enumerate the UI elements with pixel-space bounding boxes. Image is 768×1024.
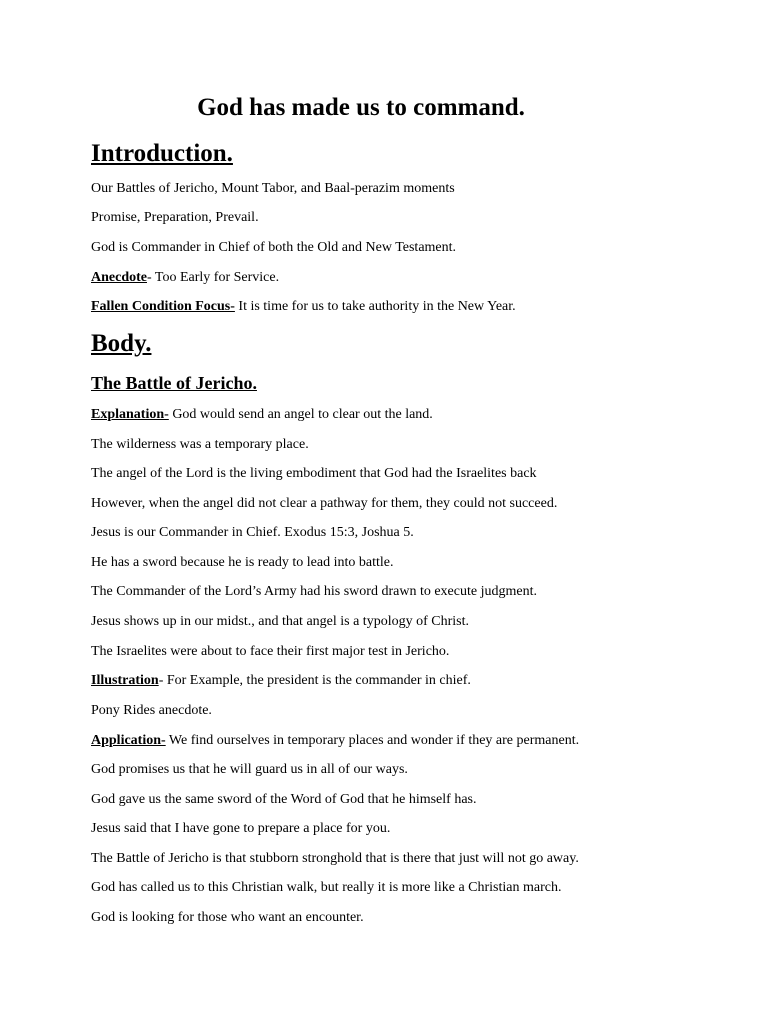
illustration-label: Illustration xyxy=(91,673,159,688)
explanation-label: Explanation- xyxy=(91,407,169,422)
anecdote-line xyxy=(91,270,279,286)
explanation-line-5: He has a sword because he is ready to lead into battle. xyxy=(91,555,394,570)
explanation-line-7: Jesus shows up in our midst., and that angel is a typology of Christ. xyxy=(91,614,469,629)
battle-of-jericho-heading: The Battle of Jericho. xyxy=(91,373,257,393)
application-line-6: God is looking for those who want an encounter. xyxy=(91,910,364,925)
explanation-line-2: The angel of the Lord is the living embodiment that God had the Israelites back xyxy=(91,466,537,481)
illustration-line-1: Pony Rides anecdote. xyxy=(91,703,212,718)
document-title: God has made us to command. xyxy=(197,94,525,121)
explanation-line-4: Jesus is our Commander in Chief. Exodus 15:3, Joshua 5. xyxy=(91,525,414,540)
explanation-line-8: The Israelites were about to face their first major test in Jericho. xyxy=(91,644,450,659)
application-line-1: God promises us that he will guard us in all of our ways. xyxy=(91,762,408,777)
application-line-5: God has called us to this Christian walk, but really it is more like a Christian march. xyxy=(91,880,562,895)
explanation-line-6: The Commander of the Lord’s Army had his sword drawn to execute judgment. xyxy=(91,584,537,599)
introduction-heading: Introduction. xyxy=(91,140,233,167)
anecdote-text: - Too Early for Service. xyxy=(147,270,280,285)
application-line-2: God gave us the same sword of the Word of God that he himself has. xyxy=(91,792,477,807)
explanation-line-1: The wilderness was a temporary place. xyxy=(91,437,309,452)
application-line xyxy=(91,733,579,749)
illustration-text: - For Example, the president is the commander in chief. xyxy=(158,673,471,688)
application-label: Application- xyxy=(91,733,166,748)
intro-line-2: Promise, Preparation, Prevail. xyxy=(91,210,259,225)
intro-line-3: God is Commander in Chief of both the Old and New Testament. xyxy=(91,240,457,255)
application-line-4: The Battle of Jericho is that stubborn stronghold that is there that just will not go away. xyxy=(91,851,579,866)
anecdote-label: Anecdote xyxy=(91,270,147,285)
fallen-condition-label: Fallen Condition Focus- xyxy=(91,299,235,314)
explanation-text: God would send an angel to clear out the land. xyxy=(168,407,433,422)
explanation-line-3: However, when the angel did not clear a pathway for them, they could not succeed. xyxy=(91,496,558,511)
application-line-3: Jesus said that I have gone to prepare a place for you. xyxy=(91,821,391,836)
fallen-condition-text: It is time for us to take authority in the New Year. xyxy=(234,299,516,314)
body-heading: Body. xyxy=(91,330,152,357)
intro-line-1: Our Battles of Jericho, Mount Tabor, and Baal-perazim moments xyxy=(91,181,455,196)
explanation-line xyxy=(91,407,433,423)
illustration-line xyxy=(91,673,471,689)
fallen-condition-line xyxy=(91,299,516,315)
application-text: We find ourselves in temporary places and wonder if they are permanent. xyxy=(165,733,580,748)
